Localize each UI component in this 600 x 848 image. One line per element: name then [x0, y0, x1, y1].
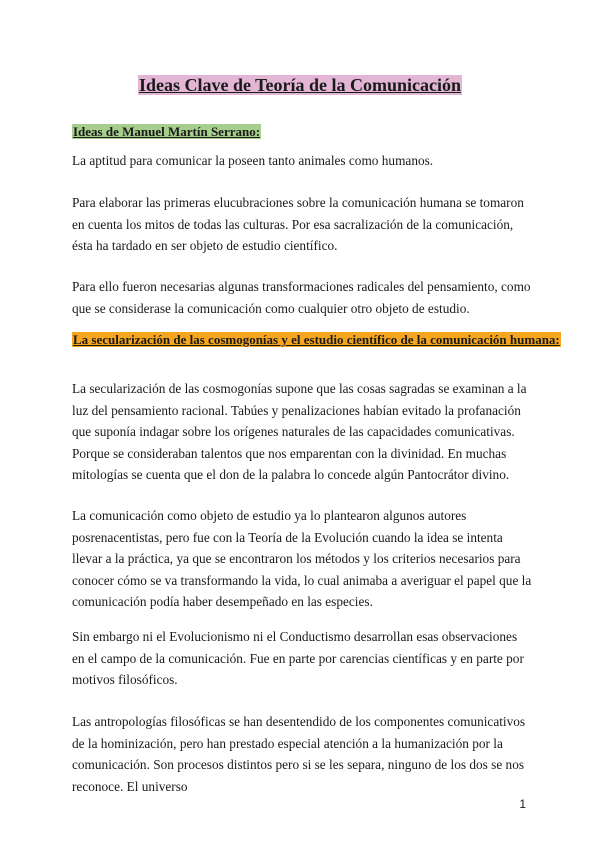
section-heading-secularization-text: La secularización de las cosmogonías y el estudio científico de la comunicación humana:: [73, 332, 560, 347]
section-heading-secularization: [72, 332, 561, 348]
section-heading-serrano-text: Ideas de Manuel Martín Serrano:: [73, 124, 261, 139]
document-title-text: Ideas Clave de Teoría de la Comunicación: [138, 75, 461, 95]
paragraph: Las antropologías filosóficas se han desentendido de los componentes comunicativos de la hominización, pero han prestado especial atención a la humanización por la comunicación. Son procesos distintos pero si se les separa, ninguno de los dos se nos reconoce. El universo: [72, 714, 526, 794]
page-number: 1: [519, 797, 526, 811]
paragraph: La secularización de las cosmogonías supone que las cosas sagradas se examinan a la luz del pensamiento racional. Tabúes y penalizaciones habían evitado la profanación que suponía indagar sobre los orígenes naturales de las capacidades comunicativas. Porque se consideraban talentos que nos emparentan con la divinidad. En muchas mitologías se cuenta que el don de la palabra lo concede algún Pantocrátor divino.: [72, 381, 527, 482]
paragraph: La comunicación como objeto de estudio ya lo plantearon algunos autores posrenacentistas, pero fue con la Teoría de la Evolución cuando la idea se intenta llevar a la práctica, ya que se encontraron los métodos y los criterios necesarios para conocer cómo se va transformando la vida, lo cual animaba a averiguar el papel que la comunicación podía haber desempeñado en las especies.: [72, 508, 532, 609]
paragraph: Para ello fueron necesarias algunas transformaciones radicales del pensamiento, como que se considerase la comunicación como cualquier otro objeto de estudio.: [72, 279, 531, 316]
paragraph: La aptitud para comunicar la poseen tanto animales como humanos.: [72, 153, 434, 168]
document-title: [0, 74, 600, 96]
section-heading-serrano: [72, 124, 261, 140]
paragraph: Sin embargo ni el Evolucionismo ni el Conductismo desarrollan esas observaciones en el campo de la comunicación. Fue en parte por carencias científicas y en parte por motivos filosóficos.: [72, 629, 524, 687]
paragraph: Para elaborar las primeras elucubraciones sobre la comunicación humana se tomaron en cuenta los mitos de todas las culturas. Por esa sacralización de la comunicación, ésta ha tardado en ser objeto de estudio científico.: [72, 195, 524, 253]
